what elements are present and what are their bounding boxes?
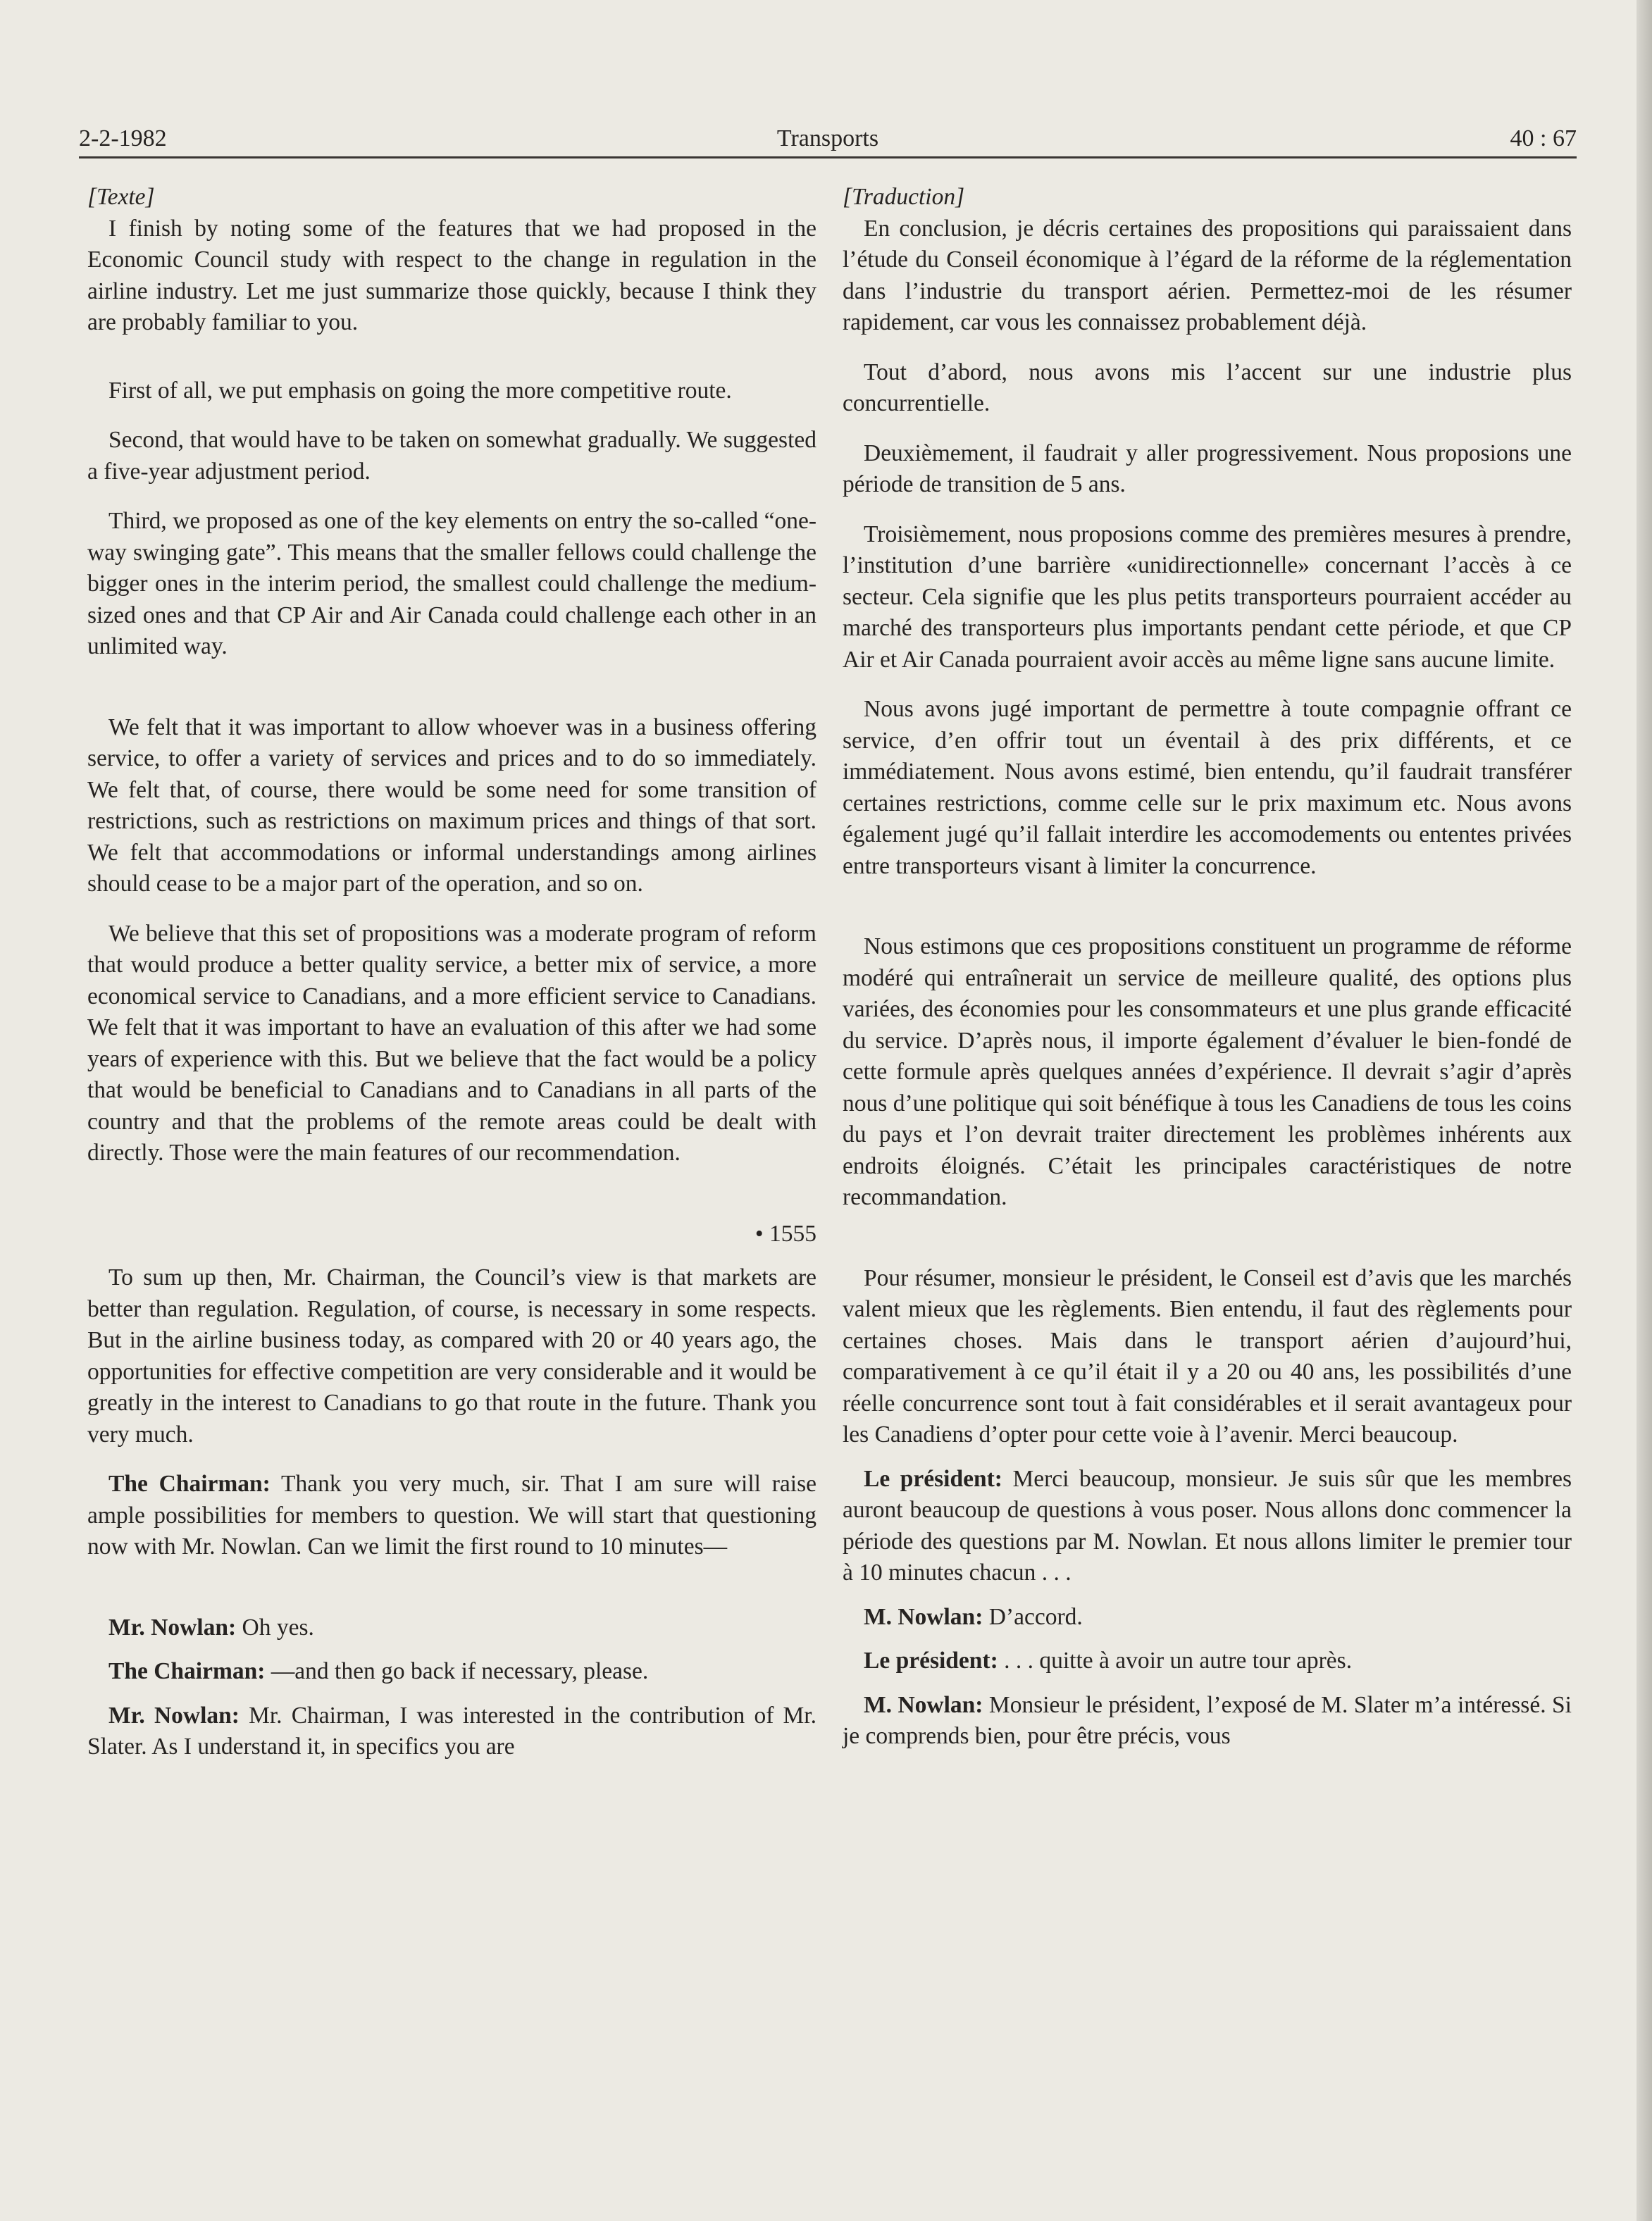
paragraph: To sum up then, Mr. Chairman, the Council’s view is that markets are better than regulation. Regulation, of course, is necessary in some respects. But in the airline business today, as compared with 20 or 40 years ago, the opportunities for effective competition are very considerable and it would be greatly in the interest to Canadians to go that route in the future. Thank you very much. (87, 1264, 816, 1448)
language-tag: [Texte] (87, 184, 155, 210)
paragraph: Deuxièmement, il faudrait y aller progressivement. Nous proposions une période de transition de 5 ans. (843, 440, 1572, 497)
paragraph: Second, that would have to be taken on somewhat gradually. We suggested a five-year adjustment period. (87, 427, 816, 485)
speaker-paragraph (87, 1612, 816, 1644)
paragraph: We felt that it was important to allow whoever was in a business offering service, to offer a variety of services and prices and to do so immediately. We felt that, of course, there would be some need for some transition of restrictions, such as restrictions on maximum prices and things of that sort. We felt that accommodations or informal understandings among airlines should cease to be a major part of the operation, and so on. (87, 714, 816, 897)
paragraph: Tout d’abord, nous avons mis l’accent sur une industrie plus concurrentielle. (843, 359, 1572, 416)
paragraph: Nous avons jugé important de permettre à toute compagnie offrant ce service, d’en offrir tout un éventail à des prix différents, et ce immédiatement. Nous avons estimé, bien entendu, qu’il faudrait transférer certaines restrictions, comme celle sur le prix maximum etc. Nous avons également jugé qu’il fallait interdire les accomodements ou ententes privées entre transporteurs visant à limiter la concurrence. (843, 696, 1572, 879)
speech-text: D’accord. (983, 1603, 1083, 1630)
speaker-paragraph (843, 1645, 1572, 1677)
speech-text: —and then go back if necessary, please. (265, 1658, 649, 1684)
running-header (79, 113, 1577, 158)
speech-text: . . . quitte à avoir un autre tour après. (998, 1648, 1353, 1674)
speech-text: Mr. Chairman, I was interested in the contribution of Mr. Slater. As I understand it, in specifics you are (87, 1702, 816, 1760)
speaker-paragraph (843, 1690, 1572, 1753)
paragraph: Pour résumer, monsieur le président, le Conseil est d’avis que les marchés valent mieux que les règlements. Bien entendu, il faut des règlements pour certaines choses. Mais dans le transport aérien d’aujourd’hui, comparativement à ce qu’il était il y a 20 ou 40 ans, les possibilités d’une réelle concurrence sont tout à fait considérables et il serait avantageux pour les Canadiens d’opter pour cette voie à l’avenir. Merci beaucoup. (843, 1264, 1572, 1448)
speaker-paragraph (843, 1464, 1572, 1589)
paragraph: Troisièmement, nous proposions comme des premières mesures à prendre, l’institution d’une barrière «unidirectionnelle» concernant l’accès à ce secteur. Cela signifie que les plus petits transporteurs pourraient accéder au marché des transporteurs plus importants pendant cette période, et que CP Air et Air Canada pourraient avoir accès au même ligne sans aucune limite. (843, 521, 1572, 673)
speech-text: Merci beaucoup, monsieur. Je suis sûr que les membres auront beaucoup de questions à vous poser. Nous allons donc commencer la période des questions par M. Nowlan. Et nous allons limiter le premier tour à 10 minutes chacun . . . (843, 1465, 1572, 1586)
time-marker: • 1555 (754, 1220, 816, 1247)
speech-text: Thank you very much, sir. That I am sure will raise ample possibilities for members to question. We will start that questioning now with Mr. Nowlan. Can we limit the first round to 10 minutes— (87, 1471, 816, 1560)
paragraph: I finish by noting some of the features that we had proposed in the Economic Council study with respect to the change in regulation in the airline industry. Let me just summarize those quickly, because I think they are probably familiar to you. (87, 215, 816, 335)
language-tag: [Traduction] (843, 184, 965, 210)
speech-text: Monsieur le président, l’exposé de M. Slater m’a intéressé. Si je comprends bien, pour être précis, vous (843, 1691, 1572, 1749)
speaker-name: Le président: (864, 1465, 1002, 1492)
speaker-name: Le président: (864, 1648, 998, 1674)
paragraph: En conclusion, je décris certaines des propositions qui paraissaient dans l’étude du Conseil économique à l’égard de la réforme de la réglementation dans l’industrie du transport aérien. Permettez-moi de les résumer rapidement, car vous les connaissez probablement déjà. (843, 215, 1572, 335)
speech-text: Oh yes. (236, 1614, 314, 1641)
header-page-number: 40 : 67 (1510, 125, 1577, 151)
speaker-paragraph (87, 1700, 816, 1763)
page-edge-shadow (1637, 0, 1652, 2221)
paragraph: Nous estimons que ces propositions constituent un programme de réforme modéré qui entraînerait un service de meilleure qualité, des options plus variées, des économies pour les consommateurs et une plus grande efficacité du service. D’après nous, il importe également d’évaluer le bien-fondé de cette formule après quelques années d’expérience. Il devrait s’agir d’après nous d’une politique qui soit bénéfique à tous les Canadiens de tous les coins du pays et l’on devrait traiter directement les problèmes inhérents aux endroits éloignés. C’était les principales caractéristiques de notre recommandation. (843, 933, 1572, 1210)
speaker-paragraph (87, 1656, 816, 1688)
paragraph: Third, we proposed as one of the key elements on entry the so-called “one-way swinging gate”. This means that the smaller fellows could challenge the bigger ones in the interim period, the smallest could challenge the medium-sized ones and that CP Air and Air Canada could challenge each other in an unlimited way. (87, 508, 816, 659)
paragraph: We believe that this set of propositions was a moderate program of reform that would produce a better quality service, a better mix of service, a more economical service to Canadians, and a more efficient service to Canadians. We felt that it was important to have an evaluation of this after we had some years of experience with this. But we believe that the fact would be a policy that would be beneficial to Canadians and to Canadians in all parts of the country and that the problems of the remote areas could be dealt with directly. Those were the main features of our recommendation. (87, 920, 816, 1166)
english-column (87, 182, 816, 1763)
speaker-name: Mr. Nowlan: (108, 1614, 237, 1641)
french-column (843, 182, 1572, 1753)
speaker-paragraph (87, 1469, 816, 1563)
header-date: 2-2-1982 (79, 125, 167, 151)
speaker-name: Mr. Nowlan: (108, 1702, 240, 1729)
speaker-name: M. Nowlan: (864, 1603, 983, 1630)
speaker-paragraph (843, 1602, 1572, 1634)
speaker-name: The Chairman: (108, 1471, 271, 1497)
paragraph: First of all, we put emphasis on going the more competitive route. (108, 377, 732, 404)
speaker-name: M. Nowlan: (864, 1691, 983, 1718)
header-title: Transports (776, 125, 879, 151)
speaker-name: The Chairman: (108, 1658, 266, 1684)
